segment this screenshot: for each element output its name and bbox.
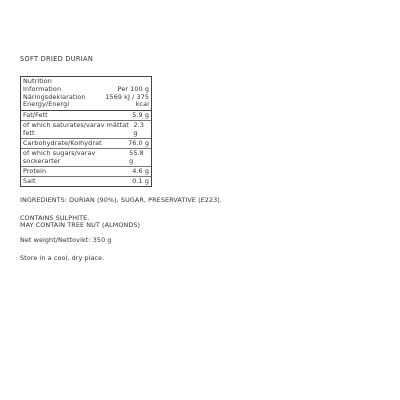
nutrition-row-saturates [21,121,151,139]
allergen-contains: CONTAINS SULPHITE. [20,213,90,222]
nutrition-row-value: 76.0 g [128,138,149,147]
nutrition-row-value: 5.9 g [132,110,149,119]
nutrition-row-label: of which sugars/varav sockerarter [23,148,96,165]
nutrition-row-label: of which saturates/varav mättat fett [23,121,129,137]
product-label [20,56,380,262]
allergen-may-contain: MAY CONTAIN TREE NUT (ALMONDS) [20,221,141,230]
nutrition-row-sugars [21,149,151,167]
nutrition-row-value: 55.8 g [129,148,144,165]
ingredients-text: INGREDIENTS: DURIAN (90%), SUGAR, PRESERVATIVE (E223). [20,196,223,204]
nutrition-row-label: Carbohydrate/Kolhydrat [23,138,102,147]
nutrition-row-value: 4.6 g [132,166,149,175]
nutrition-row-fat [21,111,151,121]
nutrition-row-carbohydrate [21,139,151,149]
energy-value: 1569 kJ / 375 kcal [105,92,149,109]
nutrition-table [20,76,152,187]
storage-instructions: Store in a cool, dry place. [20,253,105,262]
per-100g-label: Per 100 g [117,85,149,94]
nutrition-header [21,77,151,111]
nutrition-row-salt [21,177,151,186]
nutrition-row-label: Protein [23,166,47,175]
allergen-statement [20,215,380,230]
nutrition-row-value: 0.1 g [132,176,149,185]
nutrition-row-label: Fat/Fett [23,110,48,119]
net-weight: Net weight/Nettovikt: 350 g [20,236,112,245]
nutrition-title-en: Nutrition Information [23,77,62,94]
product-name: SOFT DRIED DURIAN [20,55,94,63]
nutrition-title-sv: Näringsdeklaration [23,92,86,101]
energy-label: Energy/Energi [23,100,70,109]
nutrition-row-label: Salt [23,176,36,185]
nutrition-row-protein [21,167,151,177]
nutrition-row-value: 2.3 g [133,121,144,137]
